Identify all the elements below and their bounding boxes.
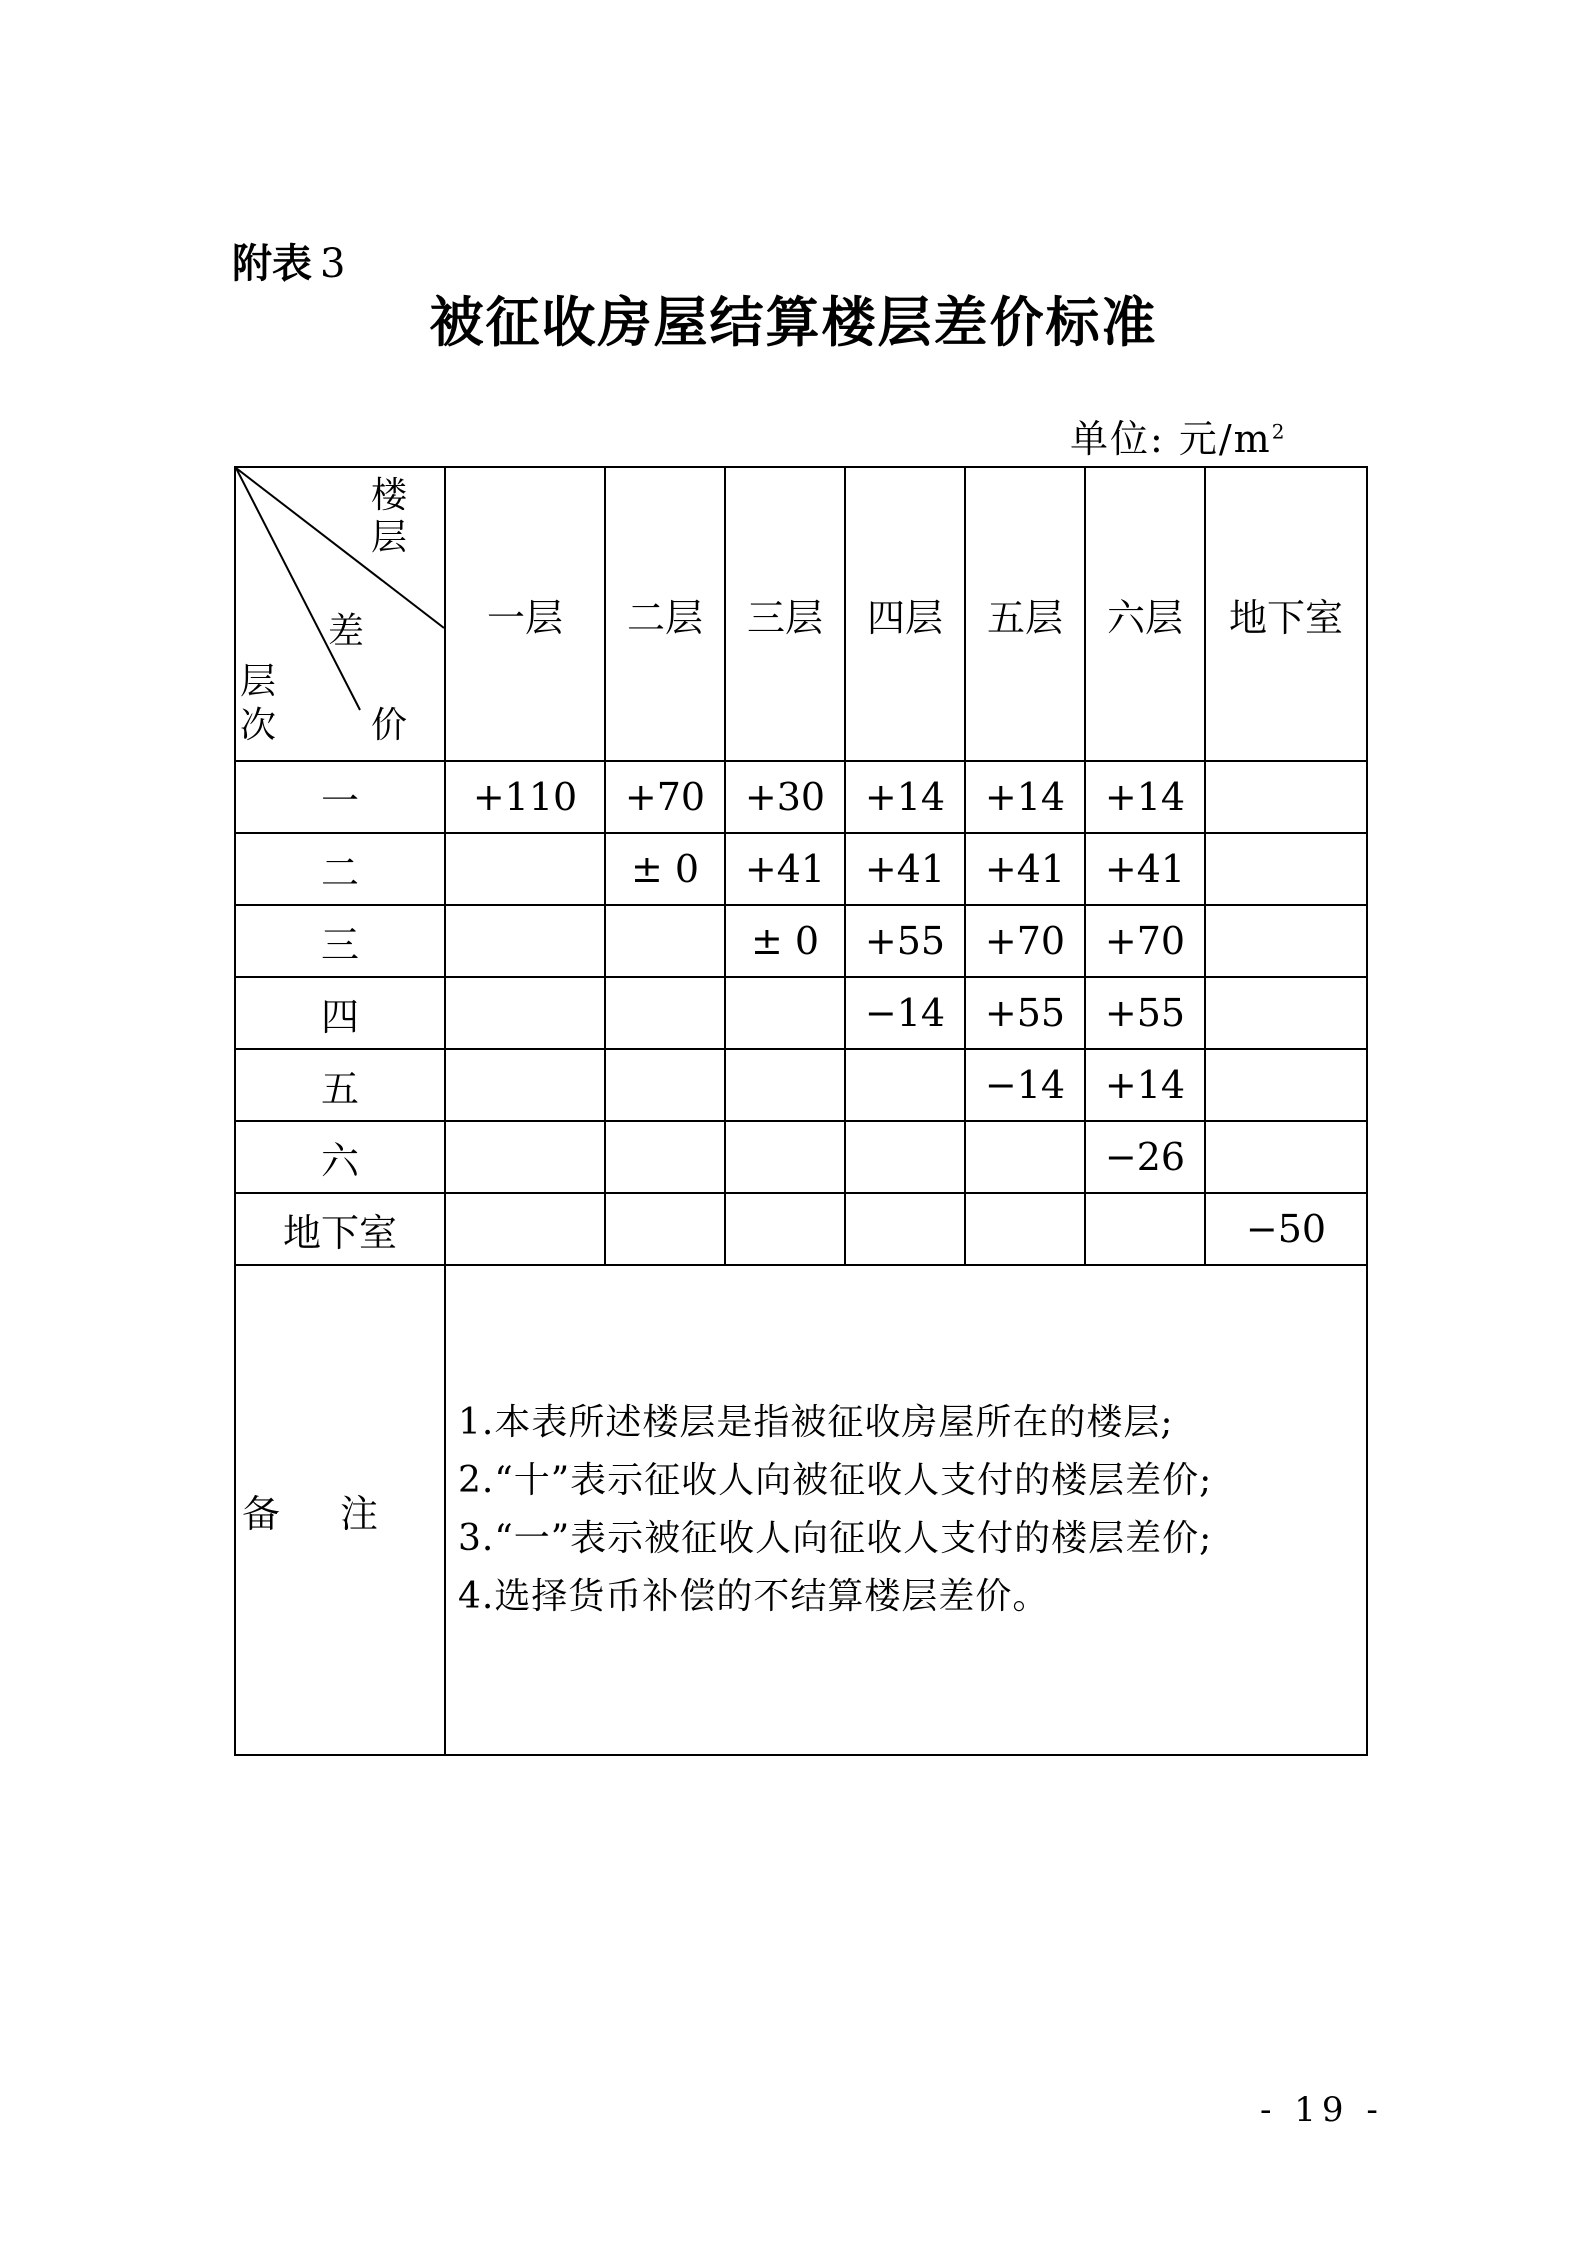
note-line: 1.本表所述楼层是指被征收房屋所在的楼层;	[458, 1402, 1174, 1443]
row-label: 一	[235, 761, 445, 833]
table-cell: +110	[445, 761, 605, 833]
table-cell: −14	[845, 977, 965, 1049]
row-label: 地下室	[235, 1193, 445, 1265]
corner-level-bottom: 次	[240, 705, 277, 746]
notes-row	[235, 1265, 1367, 1755]
col-header: 三层	[725, 467, 845, 761]
table-cell	[965, 1193, 1085, 1265]
table-cell	[965, 1121, 1085, 1193]
table-cell	[1085, 1193, 1205, 1265]
note-line: 2.“十”表示征收人向被征收人支付的楼层差价;	[458, 1460, 1213, 1501]
corner-cell	[235, 467, 445, 761]
floor-price-table	[234, 466, 1368, 1756]
table-cell	[1205, 977, 1367, 1049]
diagonal-header	[236, 468, 444, 760]
col-header: 五层	[965, 467, 1085, 761]
table-row	[235, 833, 1367, 905]
table-cell: +70	[965, 905, 1085, 977]
table-cell: +41	[725, 833, 845, 905]
table-cell	[1205, 1121, 1367, 1193]
table-cell: +14	[845, 761, 965, 833]
unit-sup: 2	[1271, 419, 1287, 444]
table-row	[235, 761, 1367, 833]
note-line: 3.“一”表示被征收人向征收人支付的楼层差价;	[458, 1518, 1213, 1559]
table-cell	[445, 833, 605, 905]
table-cell	[845, 1193, 965, 1265]
note-line: 4.选择货币补偿的不结算楼层差价。	[458, 1576, 1050, 1617]
row-label: 二	[235, 833, 445, 905]
notes-cell	[445, 1265, 1367, 1755]
table-cell: +14	[965, 761, 1085, 833]
table-row	[235, 1049, 1367, 1121]
table-cell	[725, 1121, 845, 1193]
corner-diff-bottom: 价	[371, 705, 408, 746]
corner-floor-bottom: 层	[371, 517, 408, 558]
table-cell	[845, 1121, 965, 1193]
table-cell	[1205, 761, 1367, 833]
table-cell: +30	[725, 761, 845, 833]
table-row	[235, 905, 1367, 977]
table-cell: +55	[845, 905, 965, 977]
table-cell: +70	[605, 761, 725, 833]
table-cell: +14	[1085, 1049, 1205, 1121]
table-row	[235, 1193, 1367, 1265]
table-cell	[445, 905, 605, 977]
col-header: 地下室	[1205, 467, 1367, 761]
table-cell	[605, 1193, 725, 1265]
table-cell	[445, 1049, 605, 1121]
corner-level-top: 层	[240, 661, 277, 702]
table-cell: +41	[1085, 833, 1205, 905]
table-row	[235, 977, 1367, 1049]
page-title: 被征收房屋结算楼层差价标准	[429, 290, 1158, 354]
col-header: 四层	[845, 467, 965, 761]
table-cell	[605, 977, 725, 1049]
page-number: - 19 -	[1260, 2090, 1384, 2130]
table-cell	[445, 1193, 605, 1265]
table-cell: −50	[1205, 1193, 1367, 1265]
table-cell	[725, 1193, 845, 1265]
table-cell	[1205, 1049, 1367, 1121]
col-header: 六层	[1085, 467, 1205, 761]
annex-number: 3	[320, 241, 346, 287]
unit-label	[1070, 408, 1286, 463]
table-cell: −14	[965, 1049, 1085, 1121]
table-cell	[1205, 905, 1367, 977]
table-cell	[725, 977, 845, 1049]
table-cell	[1205, 833, 1367, 905]
notes-label: 备注	[241, 1491, 438, 1536]
table-cell: +41	[965, 833, 1085, 905]
notes-label-cell	[235, 1265, 445, 1755]
table-cell	[605, 1049, 725, 1121]
table-cell: ± 0	[725, 905, 845, 977]
col-header: 一层	[445, 467, 605, 761]
header-row	[235, 467, 1367, 761]
row-label: 六	[235, 1121, 445, 1193]
table-cell	[845, 1049, 965, 1121]
annex-text: 附表	[232, 241, 312, 287]
corner-floor-top: 楼	[371, 475, 408, 516]
table-cell: ± 0	[605, 833, 725, 905]
table-cell	[725, 1049, 845, 1121]
table-cell: +70	[1085, 905, 1205, 977]
table-cell	[445, 1121, 605, 1193]
table-cell: +14	[1085, 761, 1205, 833]
table-cell: +41	[845, 833, 965, 905]
corner-diff-top: 差	[328, 611, 365, 652]
table-cell: +55	[1085, 977, 1205, 1049]
table-cell	[605, 1121, 725, 1193]
table-cell	[445, 977, 605, 1049]
row-label: 四	[235, 977, 445, 1049]
table-cell: −26	[1085, 1121, 1205, 1193]
table-cell: +55	[965, 977, 1085, 1049]
col-header: 二层	[605, 467, 725, 761]
table-cell	[605, 905, 725, 977]
table-row	[235, 1121, 1367, 1193]
row-label: 三	[235, 905, 445, 977]
row-label: 五	[235, 1049, 445, 1121]
unit-text: 单位: 元/m	[1070, 417, 1272, 461]
